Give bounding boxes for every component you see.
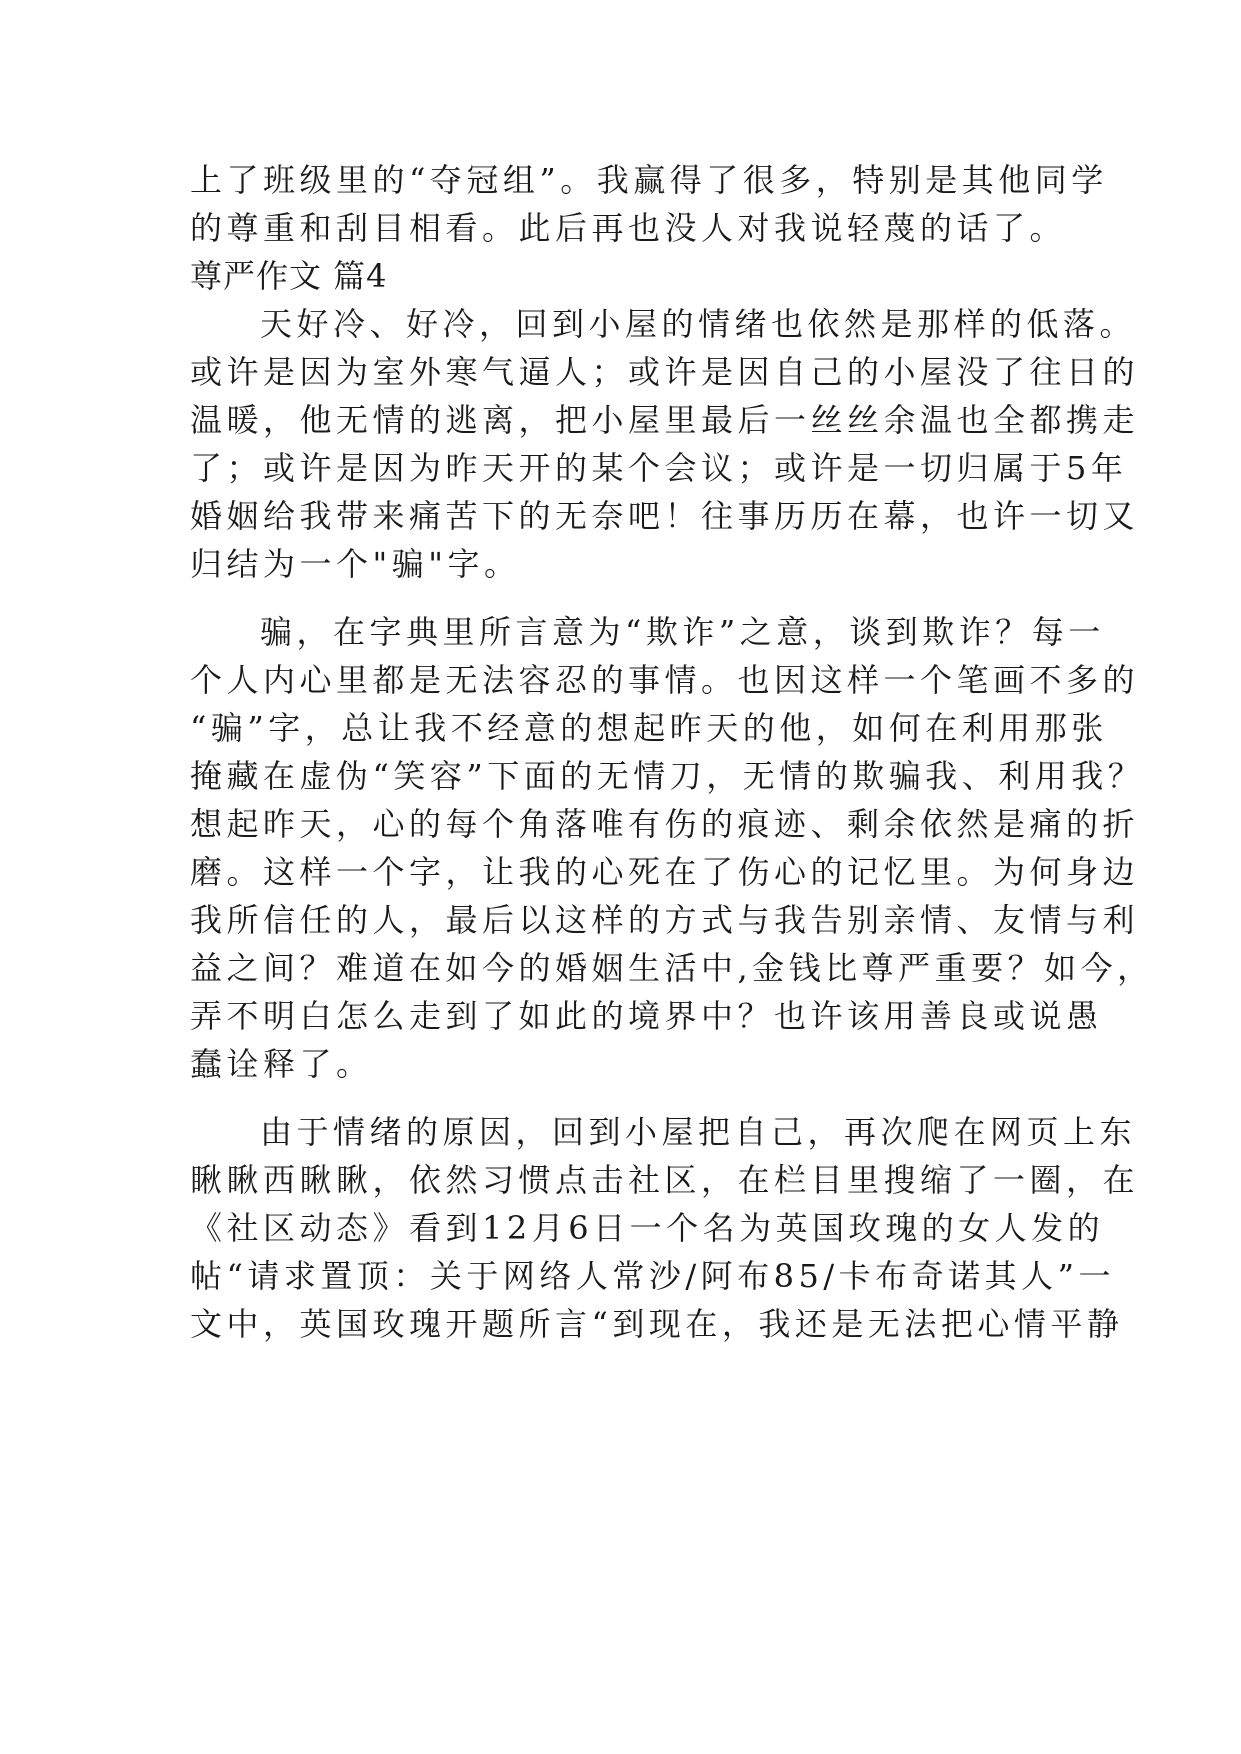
text-line: 的尊重和刮目相看。此后再也没人对我说轻蔑的话了。 [190,209,1067,247]
text-line: 我所信任的人，最后以这样的方式与我告别亲情、友情与利 [190,901,1140,939]
text-line: 或许是因为室外寒气逼人；或许是因自己的小屋没了往日的 [190,353,1140,391]
text-line: 《社区动态》看到12月6日一个名为英国玫瑰的女人发的 [190,1209,1105,1247]
text-line: 磨。这样一个字，让我的心死在了伤心的记忆里。为何身边 [190,853,1140,891]
text-line: 骗，在字典里所言意为“欺诈”之意，谈到欺诈？每一 [260,613,1105,651]
paragraph-gap [190,588,1070,608]
text-line: 帖“请求置顶：关于网络人常沙/阿布85/卡布奇诺其人”一 [190,1257,1116,1295]
text-line: 由于情绪的原因，回到小屋把自己，再次爬在网页上东 [260,1113,1137,1151]
text-line: 瞅瞅西瞅瞅，依然习惯点击社区，在栏目里搜缩了一圈，在 [190,1161,1140,1199]
text-line: 上了班级里的“夺冠组”。我赢得了很多，特别是其他同学 [190,161,1108,199]
paragraph [190,608,1154,1088]
text-line: “骗”字，总让我不经意的想起昨天的他，如何在利用那张 [190,709,1108,747]
text-line: 天好冷、好冷，回到小屋的情绪也依然是那样的低落。 [260,305,1137,343]
text-line: 婚姻给我带来痛苦下的无奈吧！往事历历在幕，也许一切又 [190,497,1140,535]
paragraph-gap [190,1088,1070,1108]
paragraph [190,300,1140,588]
text-line: 蠢诠释了。 [190,1045,373,1083]
text-line: 弄不明白怎么走到了如此的境界中？也许该用善良或说愚 [190,997,1103,1035]
text-line: 了；或许是因为昨天开的某个会议；或许是一切归属于5年 [190,449,1128,487]
document-body [190,156,1154,1348]
text-line: 益之间？难道在如今的婚姻生活中,金钱比尊严重要？如今， [190,949,1154,987]
text-line: 想起昨天，心的每个角落唯有伤的痕迹、剩余依然是痛的折 [190,805,1140,843]
text-line: 个人内心里都是无法容忍的事情。也因这样一个笔画不多的 [190,661,1140,699]
text-line: 掩藏在虚伪“笑容”下面的无情刀，无情的欺骗我、利用我？ [190,757,1145,795]
paragraph [190,1108,1140,1348]
text-line: 温暖，他无情的逃离，把小屋里最后一丝丝余温也全都携走 [190,401,1140,439]
text-line: 归结为一个"骗"字。 [190,545,521,583]
text-line: 文中，英国玫瑰开题所言“到现在，我还是无法把心情平静 [190,1305,1124,1343]
section-title: 尊严作文 篇4 [190,257,388,295]
